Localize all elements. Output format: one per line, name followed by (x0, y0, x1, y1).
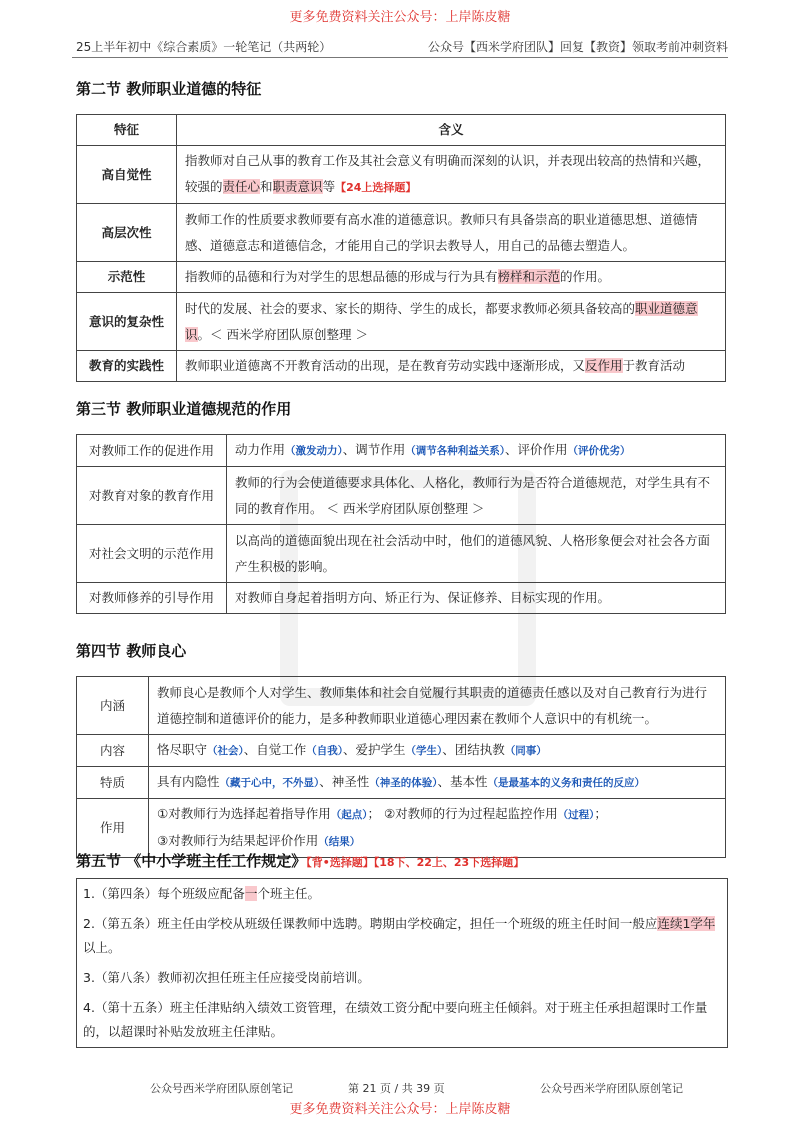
s4-row-name: 特质 (77, 767, 149, 799)
list-item: 2.（第五条）班主任由学校从班级任课教师中选聘。聘期由学校确定，担任一个班级的班主任时间一般应连续1学年以上。 (83, 916, 716, 955)
section-2-title: 第二节 教师职业道德的特征 (76, 80, 262, 98)
list-item: 4.（第十五条）班主任津贴纳入绩效工资管理，在绩效工资分配中要向班主任倾斜。对于班主任承担超课时工作量的，以超课时补贴发放班主任津贴。 (83, 1000, 708, 1039)
section-5-title: 第五节 《中小学班主任工作规定》【背•选择题】【18下、22上、23下选择题】 (76, 852, 525, 870)
s3-row-name: 对教师工作的促进作用 (77, 435, 227, 467)
footer-page-number: 第 21 页 / 共 39 页 (348, 1082, 445, 1095)
s5-tag-exam: 【18下、22上、23下选择题】 (373, 856, 525, 869)
s4-row-text: 具有内隐性（藏于心中，不外显）、神圣性（神圣的体验）、基本性（是最基本的义务和责任的反应） (149, 767, 726, 799)
list-item: 1.（第四条）每个班级应配备一个班主任。 (83, 886, 320, 901)
bottom-banner: 更多免费资料关注公众号：上岸陈皮糖 (289, 1102, 511, 1117)
section-4-title: 第四节 教师良心 (76, 642, 187, 660)
s4-row-name: 作用 (77, 799, 149, 858)
s2-col-feature: 特征 (77, 115, 177, 146)
s2-table (76, 114, 726, 382)
s2-row-name: 高自觉性 (77, 146, 177, 204)
s2-row-name: 教育的实践性 (77, 351, 177, 382)
s2-row-name: 高层次性 (77, 204, 177, 262)
top-banner: 更多免费资料关注公众号：上岸陈皮糖 (289, 10, 511, 25)
s2-col-meaning: 含义 (177, 115, 726, 146)
s2-row-text: 教师工作的性质要求教师要有高水准的道德意识。教师只有具备崇高的职业道德思想、道德情感、道德意志和道德信念，才能用自己的学识去教导人，用自己的品德去塑造人。 (177, 204, 726, 262)
s5-box (76, 878, 728, 1048)
s2-row-name: 示范性 (77, 262, 177, 293)
list-item: 3.（第八条）教师初次担任班主任应接受岗前培训。 (83, 970, 370, 985)
s2-row-text: 时代的发展、社会的要求、家长的期待、学生的成长，都要求教师必须具备较高的职业道德意识。＜ 西米学府团队原创整理 ＞ (177, 293, 726, 351)
s3-row-text: 对教师自身起着指明方向、矫正行为、保证修养、目标实现的作用。 (227, 583, 726, 614)
s3-table (76, 434, 726, 614)
s3-row-name: 对社会文明的示范作用 (77, 525, 227, 583)
s3-row-text: 教师的行为会使道德要求具体化、人格化，教师行为是否符合道德规范，对学生具有不同的教育作用。 ＜ 西米学府团队原创整理 ＞ (227, 467, 726, 525)
s3-row-name: 对教师修养的引导作用 (77, 583, 227, 614)
s3-row-text: 动力作用（激发动力）、调节作用（调节各种利益关系）、评价作用（评价优劣） (227, 435, 726, 467)
s4-row-text: 恪尽职守（社会）、自觉工作（自我）、爱护学生（学生）、团结执教（同事） (149, 735, 726, 767)
footer-right: 公众号西米学府团队原创笔记 (540, 1082, 683, 1095)
s4-row-text: ①对教师行为选择起着指导作用（起点）； ②对教师的行为过程起监控作用（过程）； ③对教师行为结果起评价作用（结果） (149, 799, 726, 858)
footer-left: 公众号西米学府团队原创笔记 (150, 1082, 293, 1095)
s2-row-name: 意识的复杂性 (77, 293, 177, 351)
s2-row-text: 教师职业道德离不开教育活动的出现，是在教育劳动实践中逐渐形成，又反作用于教育活动 (177, 351, 726, 382)
s4-row-name: 内容 (77, 735, 149, 767)
s2-row-text: 指教师对自己从事的教育工作及其社会意义有明确而深刻的认识，并表现出较高的热情和兴趣，较强的责任心和职责意识等【24上选择题】 (177, 146, 726, 204)
s5-tag-memorize: 【背•选择题】 (306, 856, 374, 869)
s4-row-text: 教师良心是教师个人对学生、教师集体和社会自觉履行其职责的道德责任感以及对自己教育行为进行道德控制和道德评价的能力，是多种教师职业道德心理因素在教师个人意识中的有机统一。 (149, 677, 726, 735)
s3-row-name: 对教育对象的教育作用 (77, 467, 227, 525)
s3-row-text: 以高尚的道德面貌出现在社会活动中时，他们的道德风貌、人格形象便会对社会各方面产生积极的影响。 (227, 525, 726, 583)
s4-row-name: 内涵 (77, 677, 149, 735)
header-divider (72, 57, 728, 58)
section-3-title: 第三节 教师职业道德规范的作用 (76, 400, 292, 418)
s2-row-text: 指教师的品德和行为对学生的思想品德的形成与行为具有榜样和示范的作用。 (177, 262, 726, 293)
header-right: 公众号【西米学府团队】回复【教资】领取考前冲刺资料 (427, 40, 728, 54)
s4-table (76, 676, 726, 858)
header-left: 25上半年初中《综合素质》一轮笔记（共两轮） (76, 40, 332, 54)
